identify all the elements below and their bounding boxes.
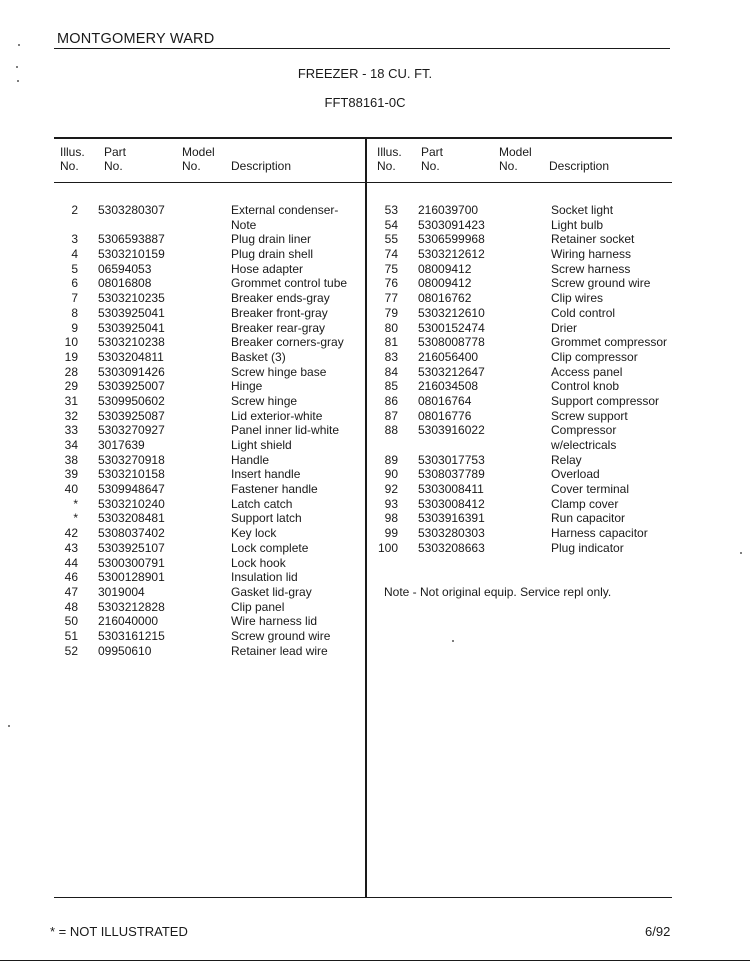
right-row-part: 5300152474 [418,320,485,335]
right-row-illus: 84 [384,364,398,379]
right-row-part: 216056400 [418,349,479,364]
scan-speck [740,552,742,554]
right-row-description: Drier [551,320,577,335]
left-row-description: Handle [231,452,270,467]
left-header-part-line2: No. [104,159,123,173]
right-row-illus: 74 [384,247,398,262]
right-row-illus: 55 [384,232,398,247]
left-row-part: 5300300791 [98,555,165,570]
left-row-part: 5300128901 [98,570,165,585]
right-header-model [499,145,532,173]
left-row-illus: 8 [71,305,78,320]
right-row-part: 5303008412 [418,496,485,511]
right-row-description: Grommet compressor [551,335,668,350]
table-center-divider [365,137,367,897]
right-row-part: 5303280303 [418,526,485,541]
right-row-part: 5303916022 [418,423,485,438]
right-row-illus: 87 [384,408,398,423]
right-row-illus: 76 [384,276,398,291]
right-row-illus: 80 [384,320,398,335]
left-row-description: Insulation lid [231,570,298,585]
right-row-part: 08016762 [418,291,472,306]
right-row-illus: 83 [384,349,398,364]
left-row-illus: 51 [64,628,78,643]
left-row-illus: 3 [71,232,78,247]
left-row-description: Note [231,217,257,232]
right-row-illus: 54 [384,217,398,232]
left-row-illus: 39 [64,467,78,482]
right-row-description: Clip compressor [551,349,638,364]
left-row-part: 5303925087 [98,408,165,423]
left-row-part: 5303210158 [98,467,165,482]
right-row-illus: 89 [384,452,398,467]
right-row-illus: 79 [384,305,398,320]
left-row-illus: 34 [64,438,78,452]
left-row-part: 216040000 [98,614,159,629]
model-number: FFT88161-0C [324,95,406,110]
right-row-description: Access panel [551,364,623,379]
right-header-model-line1: Model [499,145,532,159]
right-row-description: Light bulb [551,217,604,232]
left-row-part: 5303925007 [98,379,165,394]
right-row-part: 5303916391 [418,511,485,526]
left-row-description: Hose adapter [231,261,304,276]
left-row-description: Screw hinge [231,393,298,408]
right-row-illus: 81 [384,335,398,350]
right-header-illus [377,145,402,173]
left-row-part: 5303925041 [98,305,165,320]
right-row-description: Clip wires [551,291,604,306]
left-row-illus: 5 [71,261,78,276]
right-row-part: 5303017753 [418,452,485,467]
left-row-part [98,218,165,233]
right-row-illus: 90 [384,467,398,482]
right-row-part: 08009412 [418,261,472,276]
footer-date: 6/92 [645,924,671,939]
left-row-description: Panel inner lid-white [231,423,340,438]
left-row-illus: 40 [64,482,78,497]
left-row-illus: 6 [71,276,78,291]
right-row-description: Clamp cover [551,496,619,511]
right-row-description: Run capacitor [551,511,626,526]
right-row-part: 5306599968 [418,232,485,247]
right-row-description: Screw support [551,408,628,423]
left-row-part: 06594053 [98,261,152,276]
left-row-description: Light shield [231,438,292,452]
left-row-illus: 33 [64,423,78,438]
left-row-description: Retainer lead wire [231,643,328,658]
right-row-illus: 88 [384,423,398,438]
right-illus-column [370,203,398,556]
left-row-description: Plug drain shell [231,247,314,262]
right-row-illus: 99 [384,526,398,541]
left-row-part: 5303208481 [98,511,165,526]
right-header-illus-line2: No. [377,159,396,173]
left-row-illus: 46 [64,570,78,585]
table-bottom-rule [54,897,672,898]
left-row-illus: 19 [64,349,78,364]
left-row-part: 3017639 [98,438,145,452]
right-row-part: 5303212612 [418,247,485,262]
left-row-description: Insert handle [231,467,301,482]
left-row-description: Fastener handle [231,482,318,497]
right-header-part-line1: Part [421,145,444,159]
left-row-description: Grommet control tube [231,276,348,291]
left-row-part: 08016808 [98,276,152,291]
left-header-model [182,145,215,173]
left-row-illus [52,218,78,233]
left-header-model-line1: Model [182,145,215,159]
right-row-description: Screw ground wire [551,276,651,291]
left-row-illus: 29 [64,379,78,394]
right-row-description: Overload [551,467,600,482]
left-row-illus: 48 [64,599,78,614]
left-row-part: 5303091426 [98,364,165,379]
right-row-description: Compressor [551,423,617,438]
right-row-part: 5303008411 [418,482,484,497]
left-row-part: 5309948647 [98,482,165,497]
left-row-description: Breaker corners-gray [231,335,344,350]
left-row-illus: 47 [64,584,78,599]
left-row-part: 5303210238 [98,335,165,350]
left-row-part: 5303270927 [98,423,165,438]
left-header-part-line1: Part [104,145,127,159]
right-row-illus: 86 [384,393,398,408]
left-row-description: Lock complete [231,540,309,555]
left-row-illus: 50 [64,614,78,629]
document-title: FREEZER - 18 CU. FT. [297,66,433,81]
left-row-part: 5308037402 [98,526,165,541]
right-row-description: Cover terminal [551,482,630,497]
right-header-illus-line1: Illus. [377,145,402,159]
left-header-illus-line2: No. [60,159,79,173]
right-row-part: 5308037789 [418,467,485,482]
header-rule [54,48,670,49]
right-row-part: 08009412 [418,276,472,291]
left-row-part: 5303161215 [98,628,165,643]
service-note: Note - Not original equip. Service repl only. [384,585,612,599]
left-row-illus: 28 [64,364,78,379]
left-row-description: Key lock [231,526,277,541]
left-row-illus: 4 [71,247,78,262]
left-row-description: External condenser- [231,203,339,217]
right-row-illus [370,438,398,453]
right-row-description: Relay [551,452,582,467]
left-row-part: 5303212828 [98,599,165,614]
left-row-description: Breaker rear-gray [231,320,326,335]
left-header-illus [60,145,85,173]
right-row-part: 5303091423 [418,217,485,232]
right-row-description: Support compressor [551,393,660,408]
left-row-part: 5306593887 [98,232,165,247]
right-row-description: Wiring harness [551,247,632,262]
right-row-part: 08016776 [418,408,472,423]
left-row-illus: 7 [71,291,78,306]
left-row-part: 5303280307 [98,203,165,217]
left-row-description: Plug drain liner [231,232,312,247]
left-row-illus: 9 [71,320,78,335]
left-row-part: 5303270918 [98,452,165,467]
right-row-part: 5303212647 [418,364,485,379]
right-row-illus: 77 [384,291,398,306]
right-row-description: Cold control [551,305,616,320]
left-row-illus: 44 [64,555,78,570]
right-row-description: Harness capacitor [551,526,648,541]
left-row-description: Wire harness lid [231,614,318,629]
left-header-part [104,145,126,173]
left-row-illus: 42 [64,526,78,541]
left-part-column [98,203,165,658]
left-row-illus: * [73,511,78,526]
left-row-part: 5303210159 [98,247,165,262]
left-row-description: Latch catch [231,496,293,511]
right-row-part: 5303212610 [418,305,485,320]
right-header-model-line2: No. [499,159,518,173]
left-row-part: 5303204811 [98,349,164,364]
left-row-description: Basket (3) [231,349,286,364]
left-row-description: Lock hook [231,555,286,570]
left-row-part: 5303210235 [98,291,165,306]
scan-speck [8,725,10,727]
right-row-part: 216034508 [418,379,479,394]
right-row-illus: 75 [384,261,398,276]
brand-name: MONTGOMERY WARD [57,31,215,47]
left-row-part: 09950610 [98,643,152,658]
footer-rule [0,960,750,961]
left-row-description: Lid exterior-white [231,408,323,423]
left-row-part: 5303925041 [98,320,165,335]
right-row-part: 5308008778 [418,335,485,350]
right-row-part: 216039700 [418,203,479,217]
left-header-description: Description [231,159,292,173]
left-row-illus: 52 [64,643,78,658]
right-header-part-line2: No. [421,159,440,173]
right-row-description: Retainer socket [551,232,635,247]
left-row-illus: 32 [64,408,78,423]
left-row-description: Breaker ends-gray [231,291,330,306]
right-row-illus: 85 [384,379,398,394]
left-row-description: Breaker front-gray [231,305,328,320]
left-row-illus: 31 [64,393,78,408]
right-row-part: 5303208663 [418,540,485,555]
right-header-description: Description [549,159,610,173]
right-row-illus: 100 [377,540,398,555]
left-row-description: Gasket lid-gray [231,584,312,599]
right-row-part: 08016764 [418,393,472,408]
left-row-part: 3019004 [98,584,145,599]
left-row-part: 5303925107 [98,540,165,555]
right-part-column [418,203,485,556]
left-row-part: 5303210240 [98,496,165,511]
right-row-description: Socket light [551,203,614,217]
table-top-rule [54,137,672,139]
right-row-illus: 53 [384,203,398,217]
table-header-rule [54,182,672,183]
scan-speck [452,640,454,642]
left-row-description: Hinge [231,379,263,394]
right-description-column [551,203,667,556]
left-header-model-line2: No. [182,159,201,173]
footer-legend: * = NOT ILLUSTRATED [50,924,188,939]
right-row-description: w/electricals [551,438,617,452]
left-row-description: Clip panel [231,599,285,614]
right-row-illus: 98 [384,511,398,526]
right-row-part [418,438,485,453]
right-row-description: Plug indicator [551,540,624,555]
left-description-column [231,203,347,658]
right-row-description: Screw harness [551,261,631,276]
left-row-description: Screw hinge base [231,364,327,379]
scan-speck [16,66,18,68]
left-row-illus: * [73,496,78,511]
right-row-description: Control knob [551,379,620,394]
left-row-illus: 43 [64,540,78,555]
left-illus-column [52,203,78,658]
left-row-part: 5309950602 [98,393,165,408]
scan-speck [17,80,19,82]
left-row-description: Support latch [231,511,302,526]
scan-speck [18,44,20,46]
left-row-illus: 2 [71,203,78,217]
right-row-illus: 92 [384,482,398,497]
left-row-illus: 10 [64,335,78,350]
left-header-illus-line1: Illus. [60,145,85,159]
left-row-illus: 38 [64,452,78,467]
left-row-description: Screw ground wire [231,628,331,643]
right-header-part [421,145,443,173]
right-row-illus: 93 [384,496,398,511]
